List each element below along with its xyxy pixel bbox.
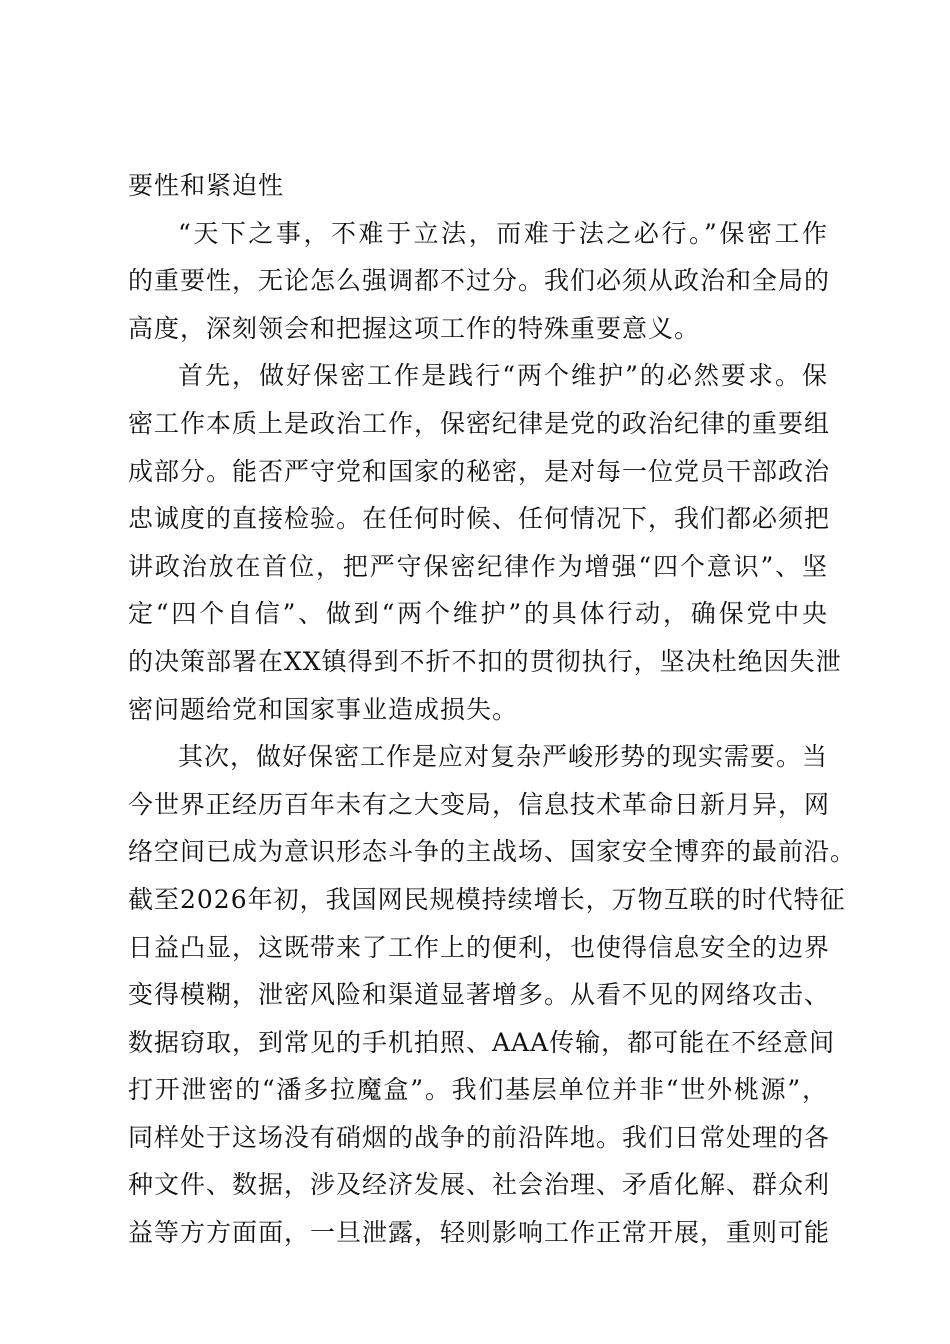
text-line: 的重要性，无论怎么强调都不过分。我们必须从政治和全局的	[128, 266, 831, 296]
text-line: 数据窃取，到常见的手机拍照、AAA传输，都可能在不经意间	[128, 1027, 836, 1057]
text-line: 其次，做好保密工作是应对复杂严峻形势的现实需要。当	[178, 742, 829, 772]
text-line: 讲政治放在首位，把严守保密纪律作为增强“四个意识”、坚	[128, 551, 828, 581]
text-line: 同样处于这场没有硝烟的战争的前沿阵地。我们日常处理的各	[128, 1122, 831, 1152]
text-line: 密工作本质上是政治工作，保密纪律是党的政治纪律的重要组	[128, 408, 831, 438]
text-line: 种文件、数据，涉及经济发展、社会治理、矛盾化解、群众利	[128, 1170, 831, 1200]
text-line: 益等方方面面，一旦泄露，轻则影响工作正常开展，重则可能	[128, 1218, 831, 1248]
text-line: 络空间已成为意识形态斗争的主战场、国家安全博弈的最前沿。	[128, 837, 857, 867]
text-line: 首先，做好保密工作是践行“两个维护”的必然要求。保	[178, 361, 828, 391]
text-line: 日益凸显，这既带来了工作上的便利，也使得信息安全的边界	[128, 932, 831, 962]
text-line: “天下之事，不难于立法，而难于法之必行。”保密工作	[178, 218, 828, 248]
text-line: 密问题给党和国家事业造成损失。	[128, 694, 519, 724]
text-line: 的决策部署在XX镇得到不折不扣的贯彻执行，坚决杜绝因失泄	[128, 646, 842, 676]
text-line: 变得模糊，泄密风险和渠道显著增多。从看不见的网络攻击、	[128, 980, 831, 1010]
text-line: 高度，深刻领会和把握这项工作的特殊重要意义。	[128, 313, 701, 343]
document-body	[128, 162, 857, 1257]
text-line: 今世界正经历百年未有之大变局，信息技术革命日新月异，网	[128, 789, 831, 819]
text-line: 要性和紧迫性	[128, 171, 285, 200]
text-line: 打开泄密的“潘多拉魔盒”。我们基层单位并非“世外桃源”，	[128, 1075, 828, 1105]
text-line: 成部分。能否严守党和国家的秘密，是对每一位党员干部政治	[128, 456, 831, 486]
text-line: 截至2026年初，我国网民规模持续增长，万物互联的时代特征	[128, 884, 846, 914]
text-line: 定“四个自信”、做到“两个维护”的具体行动，确保党中央	[128, 599, 828, 629]
text-line: 忠诚度的直接检验。在任何时候、任何情况下，我们都必须把	[128, 504, 831, 534]
